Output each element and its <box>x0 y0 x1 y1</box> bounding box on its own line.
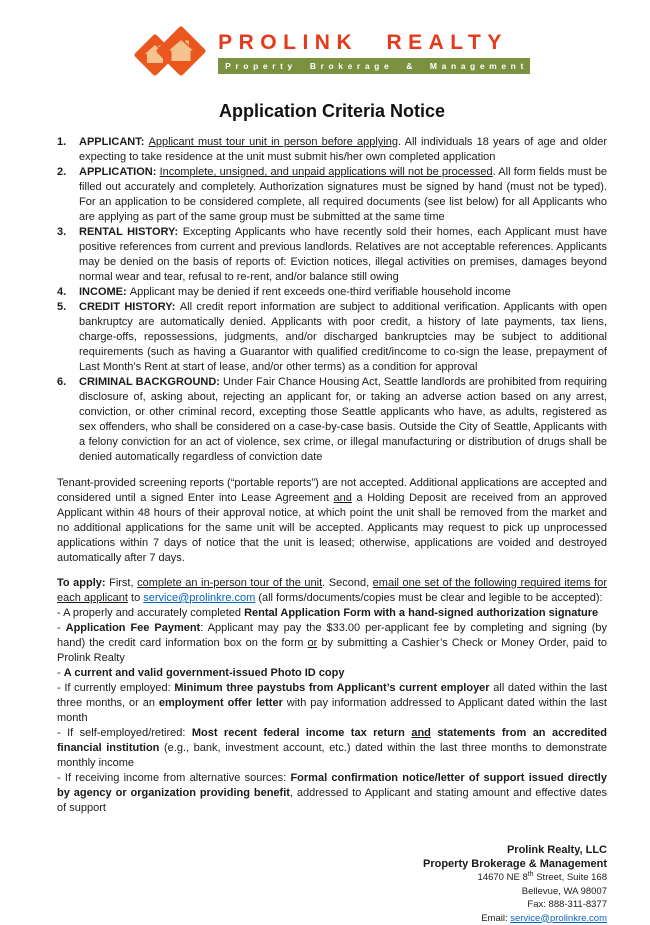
text-run: and <box>411 727 431 739</box>
document-body <box>57 135 607 816</box>
letterhead <box>57 24 607 85</box>
list-item-text <box>79 165 607 225</box>
criteria-item-criminal-background <box>57 375 607 465</box>
text-run: APPLICATION: <box>79 166 160 178</box>
required-item-support-letter <box>57 771 607 816</box>
text-run: (all forms/documents/copies must be clear and legible to be accepted): <box>255 592 602 604</box>
text-run: or <box>308 637 318 649</box>
text-run: Application Fee Payment <box>66 622 201 634</box>
screening-reports-paragraph <box>57 476 607 566</box>
text-run: . All form fields must be filled out accurately and completely. Authorization signatures must be signed by hand (must not be typed). For an application to be considered complete, all required documents (see list below) for all Applicants who are applying as part of the same group must be submitted at the same time <box>79 166 607 223</box>
text-run: Under Fair Chance Housing Act, Seattle landlords are prohibited from requiring disclosure of, asking about, rejecting an applicant for, or taking an adverse action based on any arrest, conviction, or other criminal record, excepting those Seattle applicants who have, as adults, registered as sex offenders, who shall be considered on a case-by-case basis. Outside the City of Seattle, Applicants with a felony conviction for an act of violence, sex crime, or illegal manufacturing or distribution of drugs shall be denied automatically regardless of conviction date <box>79 376 607 463</box>
text-run: Applicant must tour unit in person before applying <box>149 136 398 148</box>
text-run: Rental Application Form with a hand-signed authorization signature <box>244 607 598 619</box>
criteria-item-income <box>57 285 607 300</box>
text-run: email one set of the following required items for each applicant <box>57 577 607 604</box>
text-run: Incomplete, unsigned, and unpaid applications will not be processed <box>160 166 493 178</box>
text-run: 14670 NE 8 <box>478 872 528 883</box>
required-item-paystubs <box>57 681 607 726</box>
prolink-logo-icon <box>134 24 206 80</box>
required-item-tax-return <box>57 726 607 771</box>
list-number: 6. <box>57 375 79 465</box>
list-number: 3. <box>57 225 79 285</box>
required-items-list <box>57 606 607 816</box>
footer-company-name <box>57 844 607 858</box>
text-run: employment offer letter <box>159 697 283 709</box>
text-run: and <box>334 492 352 504</box>
text-run: Street, Suite 168 <box>534 872 607 883</box>
required-item-fee-payment <box>57 621 607 666</box>
footer-city-state-zip <box>57 885 607 899</box>
text-run: (e.g., bank, investment account, etc.) dated within the last three months to demonstrate monthly income <box>57 742 607 769</box>
text-run: Bellevue, WA 98007 <box>522 886 607 897</box>
text-run: all dated within the last three months, or an <box>57 682 607 709</box>
text-run: Tenant-provided screening reports (“portable reports”) are not accepted. Additional applications are accepted and considered until a signed Enter into Lease Agreement <box>57 477 607 504</box>
footer-fax-number <box>57 898 607 912</box>
brand-tagline-banner: Property Brokerage & Management <box>218 58 530 74</box>
page-title: Application Criteria Notice <box>57 101 607 122</box>
brand-text-block <box>218 31 530 74</box>
text-run: Excepting Applicants who have recently sold their homes, each Applicant must have positive references from current and previous landlords. Relatives are not acceptable references. Applicants may be denied on the basis of reports of: Eviction notices, illegal activities on premises, damages beyond normal wear and tear, refusal to re-rent, and/or balance still owing <box>79 226 607 283</box>
text-run: th <box>528 871 534 878</box>
text-run: : Applicant may pay the $33.00 per-applicant fee by completing and signing (by hand) the credit card information box on the form <box>57 622 607 649</box>
text-run: INCOME: <box>79 286 130 298</box>
text-run: - <box>57 622 66 634</box>
footer-email-line <box>57 912 607 925</box>
footer-street-address <box>57 871 607 885</box>
text-run: , addressed to Applicant and stating amount and effective dates of support <box>57 787 607 814</box>
text-run: complete an in-person tour of the unit <box>137 577 322 589</box>
text-run: . Second, <box>322 577 373 589</box>
list-number: 5. <box>57 300 79 375</box>
list-number: 4. <box>57 285 79 300</box>
text-run: RENTAL HISTORY: <box>79 226 183 238</box>
text-run: statements from an accredited financial institution <box>57 727 607 754</box>
footer-contact-block <box>57 844 607 925</box>
text-run: A current and valid government-issued Photo ID copy <box>64 667 345 679</box>
text-run: Fax: 888-311-8377 <box>527 899 607 910</box>
footer-company-tagline <box>57 858 607 872</box>
footer-email-link[interactable]: service@prolinkre.com <box>510 913 607 924</box>
required-item-photo-id <box>57 666 607 681</box>
text-run: - If self-employed/retired: <box>57 727 192 739</box>
list-item-text <box>79 300 607 375</box>
criteria-list <box>57 135 607 465</box>
text-run: with pay information addressed to Applicant dated within the last month <box>57 697 607 724</box>
text-run: CREDIT HISTORY: <box>79 301 180 313</box>
text-run: . All individuals 18 years of age and older expecting to take residence at the unit must submit his/her own completed application <box>79 136 607 163</box>
to-apply-paragraph <box>57 576 607 606</box>
text-run: To apply: <box>57 577 109 589</box>
text-run: First, <box>109 577 137 589</box>
text-run: - If currently employed: <box>57 682 174 694</box>
text-run: APPLICANT: <box>79 136 149 148</box>
criteria-item-rental-history <box>57 225 607 285</box>
text-run: Minimum three paystubs from Applicant’s current employer <box>174 682 489 694</box>
text-run: - A properly and accurately completed <box>57 607 244 619</box>
text-run: - <box>57 667 64 679</box>
text-run: Prolink Realty, LLC <box>507 844 607 856</box>
apply-email-link[interactable]: service@prolinkre.com <box>143 592 255 604</box>
list-item-text <box>79 375 607 465</box>
text-run: All credit report information are subject to additional verification. Applicants with open bankruptcy are automatically denied. Applicants with poor credit, a history of late payments, tax liens, charge-offs, repossessions, judgments, and/or discharged bankruptcies may be subject to additional requirements (such as having a Guarantor with qualified credit/income to co-sign the lease, prepayment of Last Month’s Rent at start of lease, and/or other terms) as a condition for approval <box>79 301 607 373</box>
criteria-item-credit-history <box>57 300 607 375</box>
text-run: Applicant may be denied if rent exceeds one-third verifiable household income <box>130 286 511 298</box>
text-run: Most recent federal income tax return <box>192 727 412 739</box>
text-run: a Holding Deposit are received from an approved Applicant within 48 hours of their approval notice, at which point the unit shall be removed from the market and no additional applications for the same unit will be accepted. Applicants may request to pick up unprocessed applications within 7 days of notice that the unit is leased; otherwise, applications are voided and destroyed automatically after 7 days. <box>57 492 607 564</box>
list-number: 1. <box>57 135 79 165</box>
list-item-text <box>79 285 607 300</box>
text-run: - If receiving income from alternative sources: <box>57 772 290 784</box>
text-run: Formal confirmation notice/letter of support issued directly by agency or organization providing benefit <box>57 772 607 799</box>
criteria-item-application <box>57 165 607 225</box>
text-run: Email: <box>481 913 510 924</box>
brand-name: PROLINK REALTY <box>218 31 530 55</box>
text-run: to <box>128 592 143 604</box>
text-run: CRIMINAL BACKGROUND: <box>79 376 223 388</box>
required-item-application-form <box>57 606 607 621</box>
criteria-item-applicant <box>57 135 607 165</box>
list-number: 2. <box>57 165 79 225</box>
text-run: Property Brokerage & Management <box>423 858 607 870</box>
list-item-text <box>79 135 607 165</box>
prolink-logo-lockup <box>134 24 530 80</box>
list-item-text <box>79 225 607 285</box>
text-run: by submitting a Cashier’s Check or Money Order, paid to Prolink Realty <box>57 637 607 664</box>
